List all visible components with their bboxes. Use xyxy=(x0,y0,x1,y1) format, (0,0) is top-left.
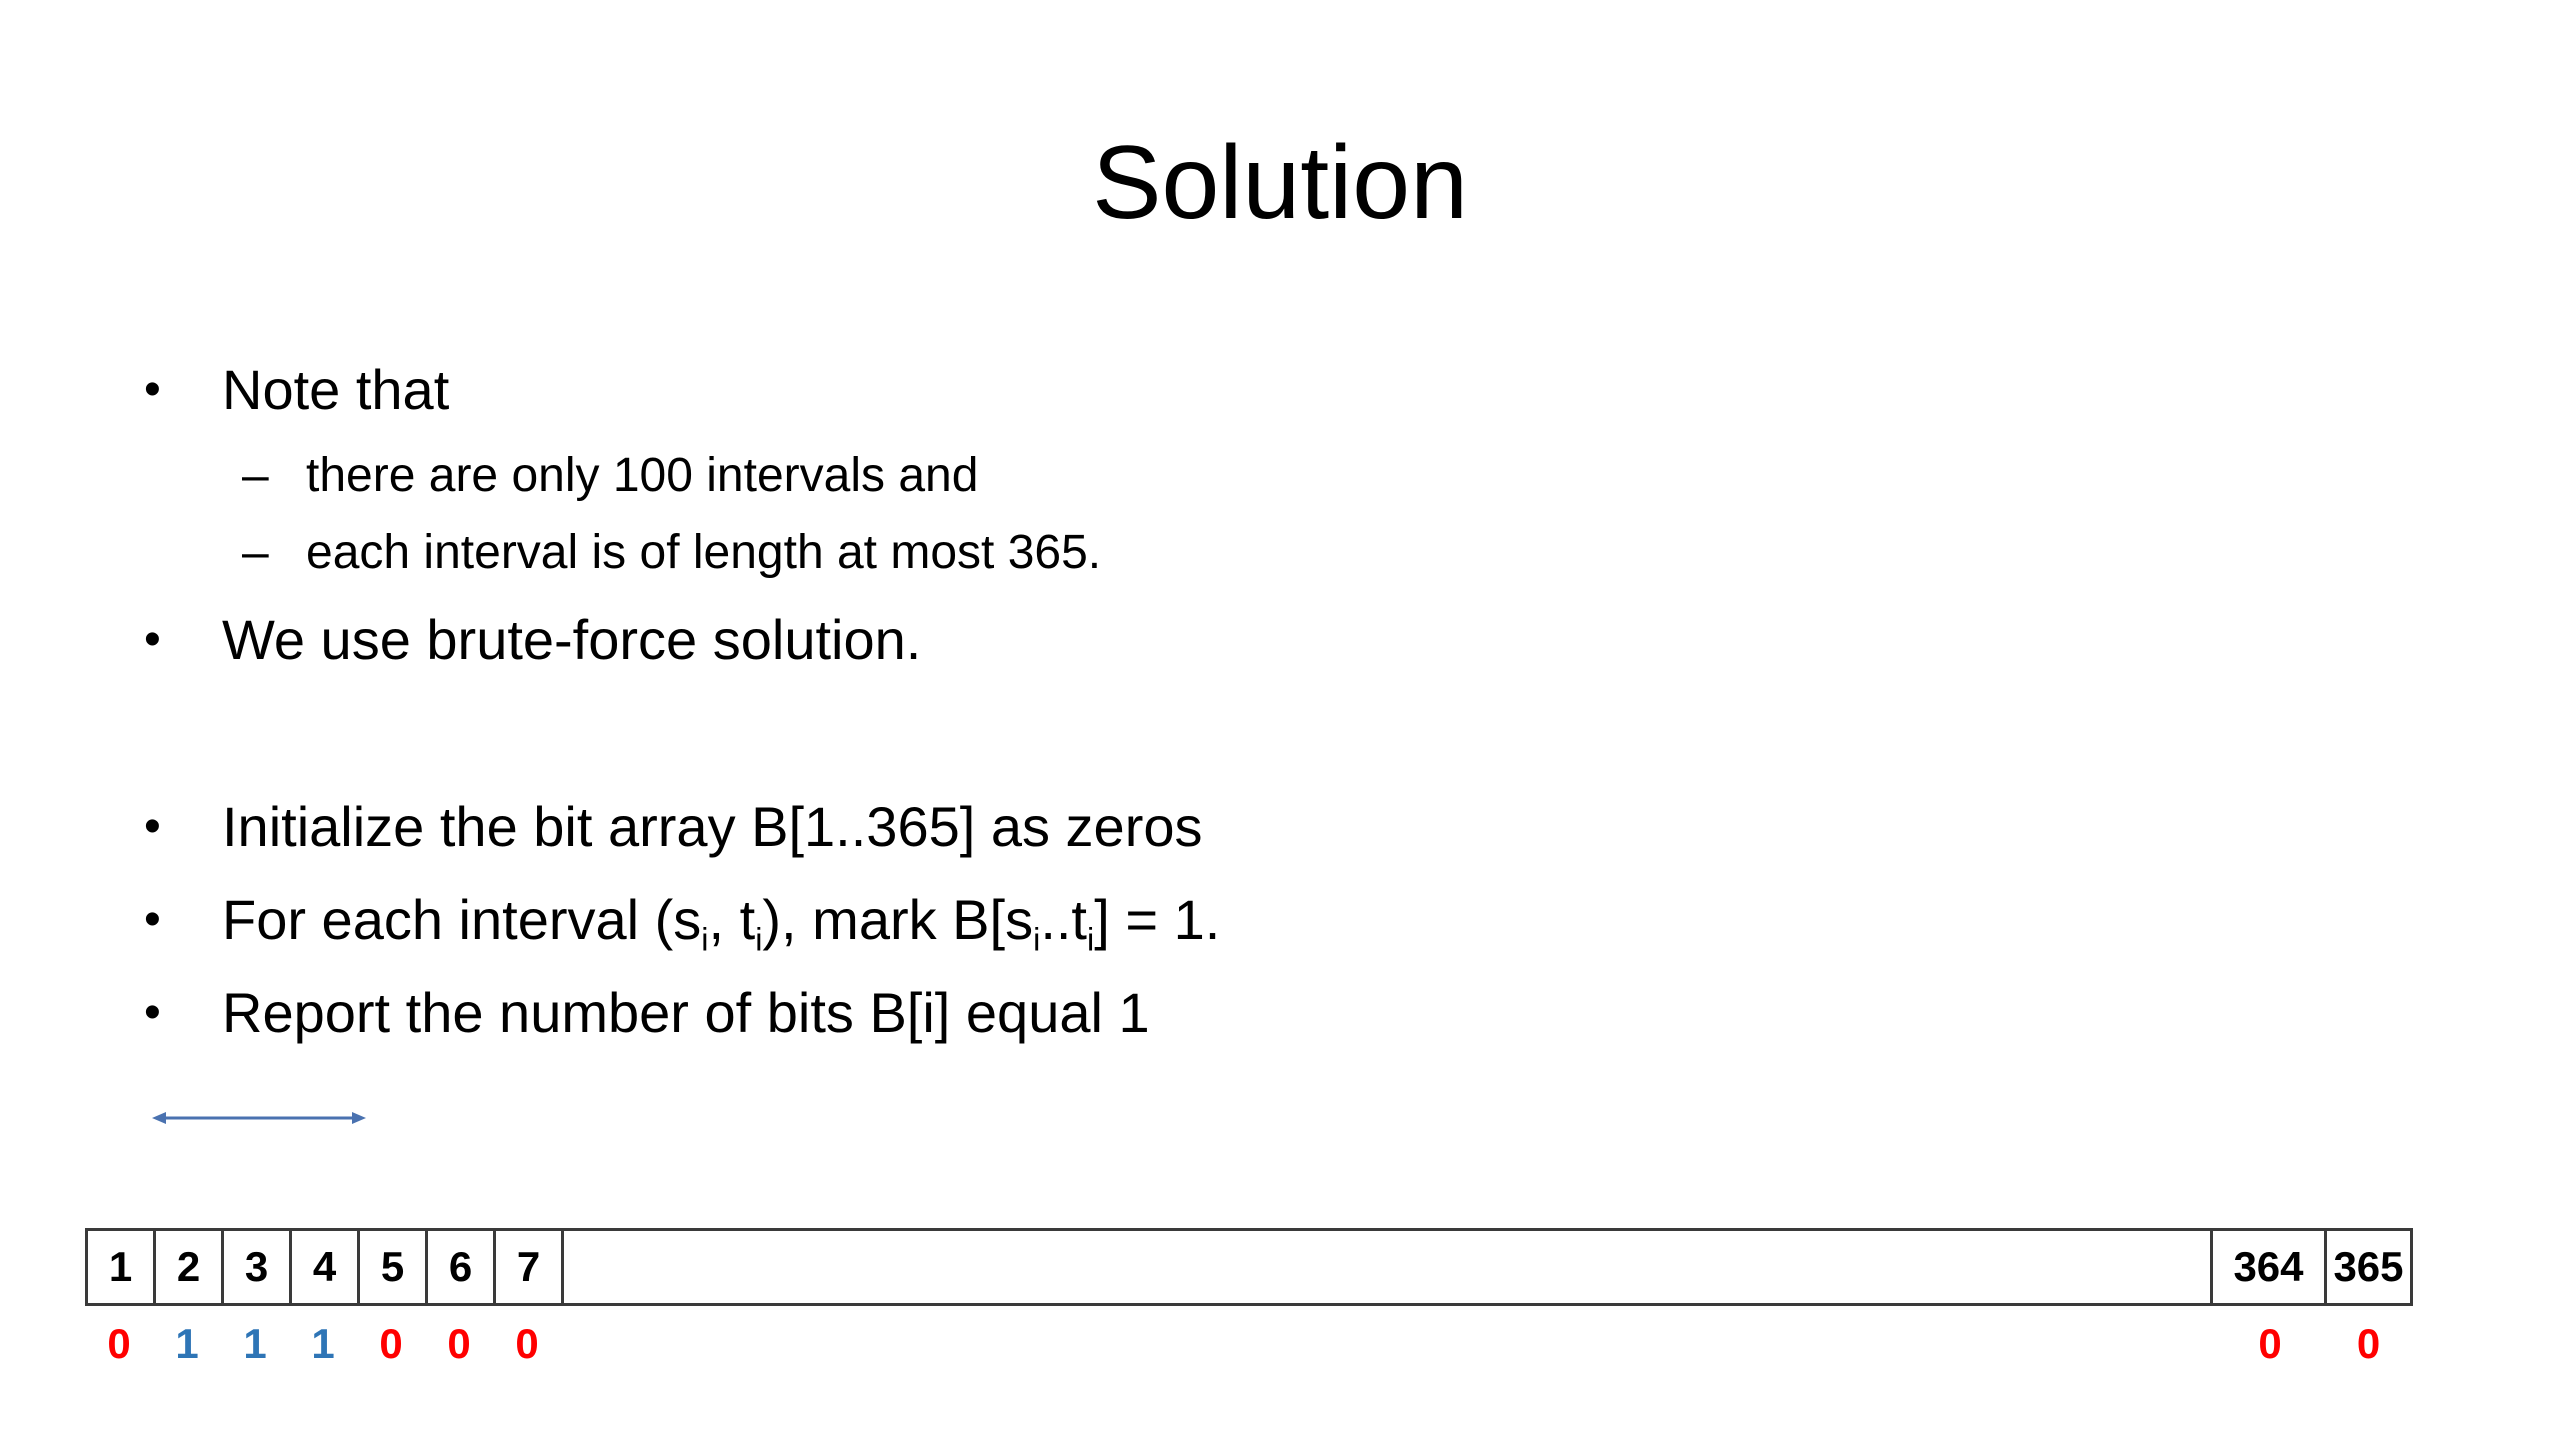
array-cell: 6 xyxy=(428,1231,496,1303)
double-arrow xyxy=(152,1108,366,1128)
bit-value: 0 xyxy=(515,1320,539,1367)
bit-value: 0 xyxy=(447,1320,471,1367)
sub-bullet-dash: – xyxy=(242,526,269,579)
bit-value: 1 xyxy=(175,1320,199,1367)
bullet-dot: • xyxy=(144,800,161,853)
sub-bullet-length-text: each interval is of length at most 365. xyxy=(306,526,1102,579)
sub-bullet-intervals-text: there are only 100 intervals and xyxy=(306,449,979,502)
bit-array xyxy=(85,1228,2413,1306)
double-arrow-icon xyxy=(152,1108,366,1128)
text-run: , t xyxy=(708,888,756,951)
bit-value: 0 xyxy=(2356,1320,2381,1367)
bullet-foreach-text xyxy=(222,885,1221,958)
bullet-note-text: Note that xyxy=(222,358,450,421)
bullet-initialize-text: Initialize the bit array B[1..365] as zeros xyxy=(222,795,1203,858)
text-run: ), mark B[s xyxy=(762,888,1034,951)
bullet-report-text: Report the number of bits B[i] equal 1 xyxy=(222,981,1150,1044)
bullet-dot: • xyxy=(144,986,161,1039)
subscript-i: i xyxy=(1087,921,1095,958)
sub-bullet-dash: – xyxy=(242,449,269,502)
array-cell: 5 xyxy=(360,1231,428,1303)
bit-value: 1 xyxy=(311,1320,335,1367)
arrow-head-right xyxy=(352,1112,366,1124)
array-cell: 365 xyxy=(2333,1243,2404,1290)
array-cell: 2 xyxy=(156,1231,224,1303)
text-run: ] = 1. xyxy=(1094,888,1221,951)
array-cell-gap xyxy=(564,1231,2213,1303)
bit-value: 0 xyxy=(379,1320,403,1367)
array-cell: 1 xyxy=(88,1231,156,1303)
bit-value: 0 xyxy=(2258,1320,2282,1367)
slide-title: Solution xyxy=(1092,125,1468,241)
bullet-dot: • xyxy=(144,363,161,416)
text-run: For each interval (s xyxy=(222,888,702,951)
subscript-i: i xyxy=(701,921,709,958)
bullet-dot: • xyxy=(144,893,161,946)
array-cell: 4 xyxy=(292,1231,360,1303)
bullet-bruteforce-text: We use brute-force solution. xyxy=(222,608,922,671)
subscript-i: i xyxy=(755,921,763,958)
bullet-dot: • xyxy=(144,613,161,666)
array-cell: 7 xyxy=(496,1231,564,1303)
subscript-i: i xyxy=(1033,921,1041,958)
array-cell: 364 xyxy=(2213,1231,2327,1303)
text-run: ..t xyxy=(1040,888,1087,951)
array-cell: 3 xyxy=(224,1231,292,1303)
bit-value: 0 xyxy=(107,1320,131,1367)
bit-value: 1 xyxy=(243,1320,267,1367)
arrow-head-left xyxy=(152,1112,166,1124)
